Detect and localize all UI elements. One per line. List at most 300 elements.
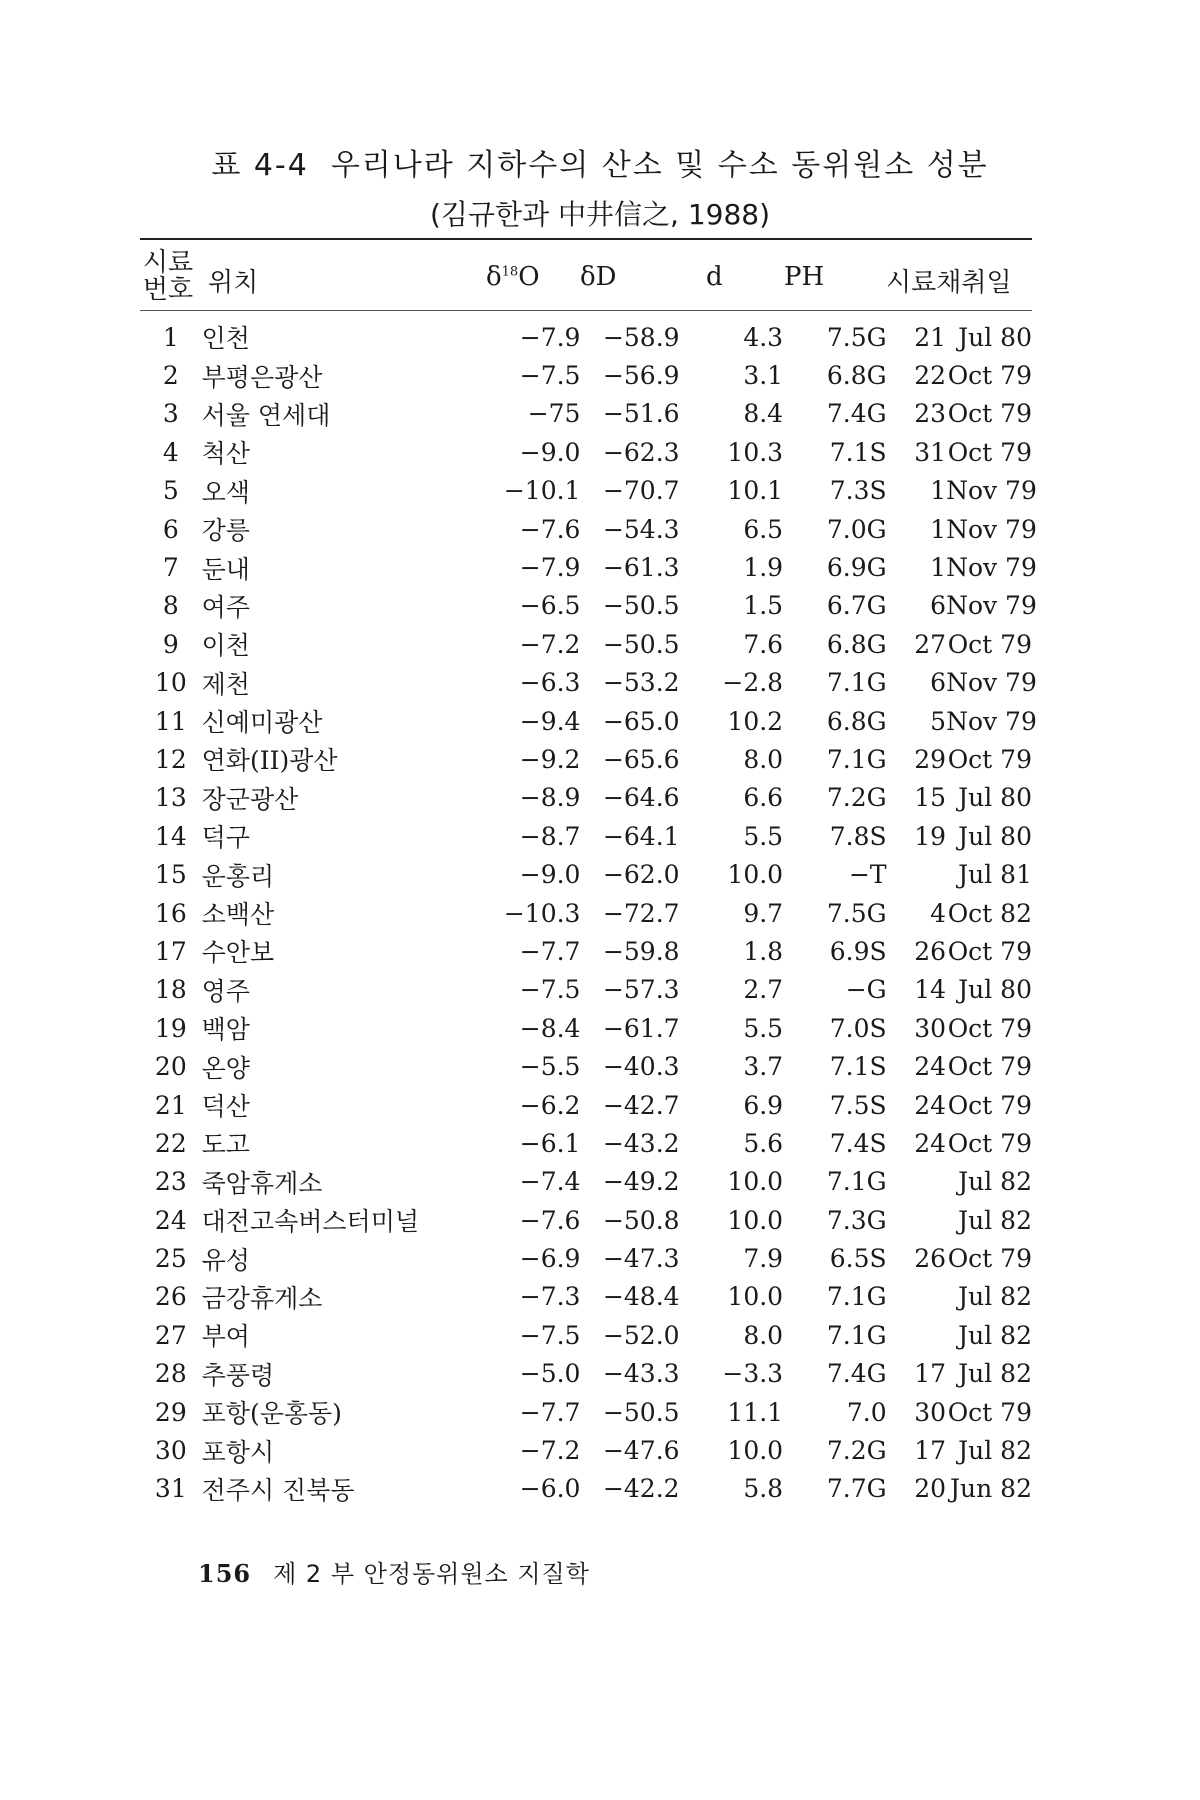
d-excess-cell: 10.2 (727, 706, 784, 736)
delta-o18-cell: −6.1 (519, 1128, 581, 1158)
location-cell: 제천 (201, 669, 250, 699)
delta-d-cell: −50.5 (602, 591, 680, 621)
sampling-month-year-cell: Oct 79 (947, 1013, 1032, 1043)
location-cell: 전주시 진북동 (201, 1475, 355, 1505)
sample-number-cell: 25 (154, 1244, 187, 1274)
delta-o18-cell: −7.9 (519, 553, 581, 583)
delta-o18-cell: −8.7 (519, 821, 581, 851)
ph-cell: 7.4G (826, 399, 887, 429)
running-footer: 제 2 부 안정동위원소 지질학 (273, 1560, 590, 1588)
sampling-month-year-cell: Jul 82 (958, 1320, 1032, 1350)
sample-number-cell: 9 (162, 629, 179, 659)
delta-d-cell: −62.0 (602, 860, 680, 890)
sampling-day-cell: 17 (914, 1436, 947, 1466)
sampling-month-year-cell: Oct 79 (947, 1397, 1032, 1427)
delta-o18-cell: −7.2 (519, 629, 581, 659)
location-cell: 인천 (201, 324, 250, 354)
delta-d-cell: −58.9 (602, 322, 680, 352)
top-rule (140, 238, 1032, 240)
delta-o18-cell: −5.5 (519, 1052, 581, 1082)
sampling-month-year-cell: Jul 82 (958, 1167, 1032, 1197)
sample-number-cell: 26 (154, 1282, 187, 1312)
table-number: 표 4-4 (211, 148, 309, 183)
delta-o18-cell: −7.5 (519, 975, 581, 1005)
sampling-month-year-cell: Nov 79 (946, 514, 1037, 544)
location-cell: 수안보 (201, 938, 275, 968)
ph-cell: 7.1G (826, 1167, 887, 1197)
delta-d-cell: −42.7 (602, 1090, 680, 1120)
delta-d-cell: −51.6 (602, 399, 680, 429)
d-excess-cell: 7.6 (743, 629, 784, 659)
location-cell: 오색 (201, 477, 250, 507)
table-row (140, 318, 1032, 356)
table-row (140, 472, 1032, 510)
delta-o18-cell: −7.7 (519, 936, 581, 966)
d-excess-cell: 8.4 (743, 399, 784, 429)
table-row (140, 779, 1032, 817)
table-title-text: 우리나라 지하수의 산소 및 수소 동위원소 성분 (330, 148, 989, 183)
sample-number-cell: 13 (154, 783, 187, 813)
location-cell: 장군광산 (201, 784, 299, 814)
header-o18-element: O (518, 262, 540, 292)
ph-cell: 6.9G (826, 553, 887, 583)
sampling-month-year-cell: Jul 82 (958, 1436, 1032, 1466)
header-ph: PH (784, 262, 825, 292)
ph-cell: 7.0G (826, 514, 887, 544)
sampling-month-year-cell: Jun 82 (950, 1474, 1032, 1504)
d-excess-cell: 1.5 (743, 591, 784, 621)
sampling-day-cell: 17 (914, 1359, 947, 1389)
table-row (140, 1124, 1032, 1162)
ph-cell: 7.0 (846, 1397, 887, 1427)
sampling-month-year-cell: Oct 79 (947, 744, 1032, 774)
delta-d-cell: −43.3 (602, 1359, 680, 1389)
ph-cell: −G (845, 975, 887, 1005)
d-excess-cell: 10.3 (727, 437, 784, 467)
delta-d-cell: −64.1 (602, 821, 680, 851)
sampling-day-cell: 5 (930, 706, 947, 736)
delta-d-cell: −57.3 (602, 975, 680, 1005)
header-o18-superscript: 18 (501, 264, 519, 280)
sampling-month-year-cell: Oct 79 (947, 936, 1032, 966)
delta-o18-cell: −6.5 (519, 591, 581, 621)
d-excess-cell: 7.9 (743, 1244, 784, 1274)
delta-o18-cell: −7.4 (519, 1167, 581, 1197)
table-row (140, 702, 1032, 740)
sampling-day-cell: 27 (914, 629, 947, 659)
header-sample-number (140, 250, 196, 304)
d-excess-cell: 10.0 (727, 1282, 784, 1312)
sampling-day-cell: 19 (914, 821, 947, 851)
table-header (140, 248, 1032, 308)
sample-number-cell: 18 (154, 975, 187, 1005)
location-cell: 영주 (201, 976, 250, 1006)
delta-o18-cell: −75 (527, 399, 581, 429)
ph-cell: 7.5G (826, 322, 887, 352)
sampling-day-cell: 6 (930, 668, 947, 698)
sampling-day-cell: 24 (914, 1052, 947, 1082)
delta-d-cell: −53.2 (602, 668, 680, 698)
location-cell: 부평은광산 (201, 362, 323, 392)
ph-cell: 7.5G (826, 898, 887, 928)
sampling-day-cell (887, 1163, 946, 1201)
location-cell: 연화(II)광산 (201, 746, 338, 776)
sample-number-cell: 31 (154, 1474, 187, 1504)
sampling-month-year-cell: Jul 82 (958, 1359, 1032, 1389)
d-excess-cell: 8.0 (743, 744, 784, 774)
ph-cell: 7.1G (826, 668, 887, 698)
sample-number-cell: 19 (154, 1013, 187, 1043)
table-row (140, 587, 1032, 625)
delta-o18-cell: −7.6 (519, 1205, 581, 1235)
location-cell: 도고 (201, 1130, 250, 1160)
d-excess-cell: −3.3 (722, 1359, 784, 1389)
sampling-month-year-cell: Jul 80 (958, 821, 1032, 851)
table-row (140, 625, 1032, 663)
ph-cell: 7.3G (826, 1205, 887, 1235)
table-row (140, 932, 1032, 970)
location-cell: 추풍령 (201, 1360, 275, 1390)
location-cell: 여주 (201, 592, 250, 622)
header-sample-number-line1: 시료 (142, 248, 194, 278)
location-cell: 온양 (201, 1053, 250, 1083)
delta-o18-cell: −9.2 (519, 744, 581, 774)
table-citation: (김규한과 中井信之, 1988) (430, 198, 770, 231)
sample-number-cell: 8 (162, 591, 179, 621)
table-row (140, 1047, 1032, 1085)
d-excess-cell: 8.0 (743, 1320, 784, 1350)
location-cell: 운홍리 (201, 861, 275, 891)
sample-number-cell: 7 (162, 553, 179, 583)
table-row (140, 1163, 1032, 1201)
sampling-month-year-cell: Nov 79 (946, 668, 1037, 698)
delta-d-cell: −43.2 (602, 1128, 680, 1158)
delta-d-cell: −54.3 (602, 514, 680, 544)
delta-d-cell: −50.5 (602, 629, 680, 659)
sampling-day-cell: 30 (914, 1397, 947, 1427)
sample-number-cell: 15 (154, 860, 187, 890)
sample-number-cell: 22 (154, 1128, 187, 1158)
sample-number-cell: 4 (162, 437, 179, 467)
ph-cell: 7.1S (829, 437, 887, 467)
sampling-month-year-cell: Jul 80 (958, 783, 1032, 813)
table-row (140, 1239, 1032, 1277)
d-excess-cell: −2.8 (722, 668, 784, 698)
d-excess-cell: 6.9 (743, 1090, 784, 1120)
sample-number-cell: 20 (154, 1052, 187, 1082)
header-sample-number-line2: 번호 (142, 275, 194, 305)
delta-d-cell: −48.4 (602, 1282, 680, 1312)
delta-d-cell: −52.0 (602, 1320, 680, 1350)
delta-d-cell: −56.9 (602, 361, 680, 391)
delta-o18-cell: −7.5 (519, 1320, 581, 1350)
table-row (140, 1431, 1032, 1469)
delta-d-cell: −47.3 (602, 1244, 680, 1274)
ph-cell: 7.1G (826, 744, 887, 774)
sampling-day-cell: 26 (914, 936, 947, 966)
ph-cell: 7.4G (826, 1359, 887, 1389)
sampling-day-cell: 23 (914, 399, 947, 429)
sample-number-cell: 3 (162, 399, 179, 429)
table-body (140, 318, 1037, 1508)
ph-cell: 6.5S (829, 1244, 887, 1274)
header-d-excess: d (706, 262, 723, 292)
ph-cell: 7.2G (826, 1436, 887, 1466)
d-excess-cell: 4.3 (743, 322, 784, 352)
sampling-month-year-cell: Oct 82 (947, 898, 1032, 928)
delta-d-cell: −64.6 (602, 783, 680, 813)
delta-o18-cell: −8.9 (519, 783, 581, 813)
sampling-day-cell: 30 (914, 1013, 947, 1043)
location-cell: 서울 연세대 (201, 400, 331, 430)
sampling-month-year-cell: Jul 81 (958, 860, 1032, 890)
delta-d-cell: −61.7 (602, 1013, 680, 1043)
d-excess-cell: 10.1 (727, 476, 784, 506)
sampling-day-cell: 4 (930, 898, 947, 928)
ph-cell: 7.1G (826, 1320, 887, 1350)
delta-o18-cell: −10.1 (503, 476, 581, 506)
sampling-month-year-cell: Jul 82 (958, 1205, 1032, 1235)
delta-d-cell: −62.3 (602, 437, 680, 467)
sample-number-cell: 29 (154, 1397, 187, 1427)
ph-cell: 6.7G (826, 591, 887, 621)
ph-cell: 6.8G (826, 629, 887, 659)
sample-number-cell: 27 (154, 1320, 187, 1350)
location-cell: 이천 (201, 631, 250, 661)
table-row (140, 510, 1032, 548)
sampling-day-cell: 1 (930, 514, 947, 544)
sampling-day-cell (887, 855, 946, 893)
table-row (140, 395, 1032, 433)
table-row (140, 433, 1032, 471)
sampling-month-year-cell: Nov 79 (946, 706, 1037, 736)
sampling-month-year-cell: Jul 80 (958, 322, 1032, 352)
sample-number-cell: 30 (154, 1436, 187, 1466)
d-excess-cell: 10.0 (727, 860, 784, 890)
location-cell: 부여 (201, 1322, 250, 1352)
delta-d-cell: −50.8 (602, 1205, 680, 1235)
location-cell: 금강휴게소 (201, 1283, 323, 1313)
delta-d-cell: −65.0 (602, 706, 680, 736)
ph-cell: 7.4S (829, 1128, 887, 1158)
delta-o18-cell: −8.4 (519, 1013, 581, 1043)
d-excess-cell: 10.0 (727, 1436, 784, 1466)
sampling-month-year-cell: Oct 79 (947, 1090, 1032, 1120)
sampling-month-year-cell: Nov 79 (946, 553, 1037, 583)
table-row (140, 1355, 1032, 1393)
table-row (140, 971, 1032, 1009)
ph-cell: 6.9S (829, 936, 887, 966)
location-cell: 신예미광산 (201, 708, 323, 738)
ph-cell: 7.1S (829, 1052, 887, 1082)
header-delta-o18 (486, 262, 540, 292)
d-excess-cell: 5.8 (743, 1474, 784, 1504)
location-cell: 척산 (201, 439, 250, 469)
table-row (140, 1086, 1032, 1124)
sample-number-cell: 2 (162, 361, 179, 391)
sample-number-cell: 10 (154, 668, 187, 698)
location-cell: 덕산 (201, 1092, 250, 1121)
sampling-month-year-cell: Oct 79 (947, 437, 1032, 467)
delta-o18-cell: −7.5 (519, 361, 581, 391)
d-excess-cell: 5.5 (743, 1013, 784, 1043)
sample-number-cell: 24 (154, 1205, 187, 1235)
sampling-day-cell: 21 (914, 322, 947, 352)
sampling-month-year-cell: Oct 79 (947, 629, 1032, 659)
sample-number-cell: 1 (162, 322, 179, 352)
page-number: 156 (198, 1559, 252, 1588)
table-row (140, 894, 1032, 932)
d-excess-cell: 1.8 (743, 936, 784, 966)
sample-number-cell: 16 (154, 898, 187, 928)
delta-d-cell: −61.3 (602, 553, 680, 583)
table-row (140, 1009, 1032, 1047)
table-row (140, 740, 1032, 778)
delta-o18-cell: −9.0 (519, 860, 581, 890)
location-cell: 대전고속버스터미널 (201, 1207, 420, 1237)
delta-o18-cell: −7.3 (519, 1282, 581, 1312)
delta-d-cell: −59.8 (602, 936, 680, 966)
ph-cell: 7.0S (829, 1013, 887, 1043)
d-excess-cell: 1.9 (743, 553, 784, 583)
delta-o18-cell: −5.0 (519, 1359, 581, 1389)
sampling-month-year-cell: Oct 79 (947, 399, 1032, 429)
d-excess-cell: 6.6 (743, 783, 784, 813)
d-excess-cell: 5.6 (743, 1128, 784, 1158)
delta-o18-cell: −10.3 (503, 898, 581, 928)
header-sampling-date: 시료채취일 (886, 268, 1012, 298)
delta-d-cell: −40.3 (602, 1052, 680, 1082)
sampling-day-cell: 1 (930, 476, 947, 506)
sampling-day-cell: 14 (914, 975, 947, 1005)
sampling-month-year-cell: Oct 79 (947, 361, 1032, 391)
location-cell: 강릉 (201, 516, 250, 546)
delta-d-cell: −49.2 (602, 1167, 680, 1197)
sampling-day-cell: 31 (914, 437, 947, 467)
table-row (140, 664, 1032, 702)
sample-number-cell: 23 (154, 1167, 187, 1197)
d-excess-cell: 6.5 (743, 514, 784, 544)
sampling-day-cell: 6 (930, 591, 947, 621)
sampling-day-cell: 24 (914, 1128, 947, 1158)
isotope-table (140, 318, 1037, 1508)
sampling-day-cell: 26 (914, 1244, 947, 1274)
table-row (140, 1393, 1032, 1431)
d-excess-cell: 3.7 (743, 1052, 784, 1082)
delta-o18-cell: −6.2 (519, 1090, 581, 1120)
ph-cell: 7.1G (826, 1282, 887, 1312)
table-row (140, 1201, 1032, 1239)
sampling-month-year-cell: Jul 80 (958, 975, 1032, 1005)
sampling-day-cell (887, 1316, 946, 1354)
location-cell: 백암 (201, 1015, 250, 1045)
sampling-day-cell (887, 1278, 946, 1316)
sampling-month-year-cell: Oct 79 (947, 1128, 1032, 1158)
delta-d-cell: −42.2 (602, 1474, 680, 1504)
location-cell: 죽암휴게소 (201, 1168, 323, 1198)
delta-d-cell: −70.7 (602, 476, 680, 506)
location-cell: 소백산 (201, 900, 275, 930)
location-cell: 포항(운홍동) (201, 1399, 342, 1429)
sampling-month-year-cell: Oct 79 (947, 1244, 1032, 1274)
table-row (140, 817, 1032, 855)
location-cell: 덕구 (201, 823, 250, 853)
table-row (140, 1470, 1032, 1508)
delta-o18-cell: −6.9 (519, 1244, 581, 1274)
sampling-day-cell: 15 (914, 783, 947, 813)
header-delta-symbol: δ (486, 262, 502, 292)
header-location: 위치 (208, 268, 259, 298)
delta-o18-cell: −9.0 (519, 437, 581, 467)
d-excess-cell: 11.1 (727, 1397, 784, 1427)
header-rule (140, 310, 1032, 311)
d-excess-cell: 2.7 (743, 975, 784, 1005)
sampling-month-year-cell: Nov 79 (946, 476, 1037, 506)
delta-o18-cell: −9.4 (519, 706, 581, 736)
ph-cell: 6.8G (826, 706, 887, 736)
d-excess-cell: 9.7 (743, 898, 784, 928)
sample-number-cell: 21 (154, 1090, 187, 1120)
sample-number-cell: 28 (154, 1359, 187, 1389)
d-excess-cell: 10.0 (727, 1205, 784, 1235)
ph-cell: 7.2G (826, 783, 887, 813)
delta-o18-cell: −7.7 (519, 1397, 581, 1427)
sample-number-cell: 5 (162, 476, 179, 506)
sampling-day-cell: 24 (914, 1090, 947, 1120)
header-delta-d: δD (580, 262, 617, 292)
delta-o18-cell: −6.0 (519, 1474, 581, 1504)
delta-d-cell: −65.6 (602, 744, 680, 774)
delta-o18-cell: −7.6 (519, 514, 581, 544)
sample-number-cell: 11 (154, 706, 187, 736)
sample-number-cell: 14 (154, 821, 187, 851)
sampling-day-cell: 20 (914, 1474, 947, 1504)
ph-cell: 7.7G (826, 1474, 887, 1504)
delta-d-cell: −50.5 (602, 1397, 680, 1427)
sampling-day-cell: 22 (914, 361, 947, 391)
table-row (140, 1278, 1032, 1316)
sampling-month-year-cell: Nov 79 (946, 591, 1037, 621)
sampling-day-cell: 1 (930, 553, 947, 583)
location-cell: 둔내 (201, 554, 250, 584)
d-excess-cell: 3.1 (743, 361, 784, 391)
ph-cell: 6.8G (826, 361, 887, 391)
page-footer (198, 1554, 590, 1589)
sample-number-cell: 17 (154, 936, 187, 966)
location-cell: 유성 (201, 1245, 250, 1275)
delta-o18-cell: −7.9 (519, 322, 581, 352)
sampling-month-year-cell: Oct 79 (947, 1052, 1032, 1082)
table-row (140, 855, 1032, 893)
sampling-month-year-cell: Jul 82 (958, 1282, 1032, 1312)
location-cell: 포항시 (201, 1437, 275, 1467)
sampling-day-cell (887, 1201, 946, 1239)
delta-o18-cell: −7.2 (519, 1436, 581, 1466)
sample-number-cell: 6 (162, 514, 179, 544)
delta-o18-cell: −6.3 (519, 668, 581, 698)
ph-cell: 7.3S (829, 476, 887, 506)
ph-cell: −T (848, 860, 887, 890)
sampling-day-cell: 29 (914, 744, 947, 774)
sample-number-cell: 12 (154, 744, 187, 774)
d-excess-cell: 5.5 (743, 821, 784, 851)
delta-d-cell: −72.7 (602, 898, 680, 928)
delta-d-cell: −47.6 (602, 1436, 680, 1466)
d-excess-cell: 10.0 (727, 1167, 784, 1197)
ph-cell: 7.5S (829, 1090, 887, 1120)
table-row (140, 356, 1032, 394)
table-row (140, 548, 1032, 586)
